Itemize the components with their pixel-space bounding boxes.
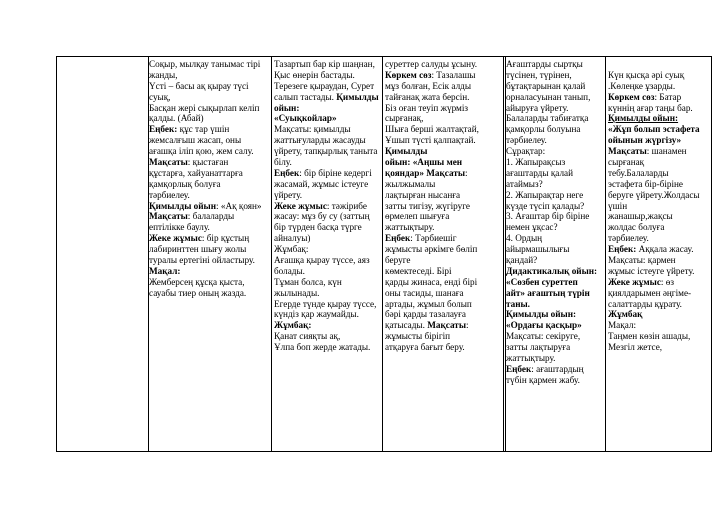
text-line [149,135,270,146]
text-run: Қимылды ойын: [608,113,679,124]
text-line [385,277,502,288]
text-line [385,288,502,299]
text-line [608,222,712,233]
text-run: Мезгіл жетсе, [608,342,663,353]
text-run: Дидактикалық ойын: [506,265,598,276]
text-line [608,342,712,353]
text-run: қалды. (Абай) [149,113,204,124]
text-run: жанашыр,жақсы [608,211,673,222]
text-run: суық, [149,91,171,102]
text-line [608,266,712,277]
text-run: түбін қармен жабу. [506,374,580,385]
text-run: атаймыз? [506,178,543,189]
text-line [506,364,604,375]
text-line [274,168,381,179]
text-run: тебу.Балаларды [608,167,669,178]
text-run: жаттықтыру. [506,353,556,364]
text-line [385,255,502,266]
text-line [149,103,270,114]
text-run: күннің ағар таңы бар. [608,102,693,113]
text-line [274,299,381,310]
text-line [385,342,502,353]
text-run: Мақсаты [427,320,466,331]
text-run: Қимылды [336,91,379,102]
text-run: беруге үйрету.Жолдасы [608,189,700,200]
text-run: Мақал: [149,265,181,276]
text-line [274,255,381,266]
text-run: орналасуынан танып, [506,91,591,102]
column-divider [605,57,606,451]
text-run: тәрбиелеу. [608,233,649,244]
text-run: Таңмен көзін ашады, [608,331,691,342]
text-run: Мақал: [608,320,637,331]
text-run: жасау: мұз бу су (заттың [274,211,370,222]
text-line [274,146,381,157]
text-line [274,81,381,92]
text-line [149,70,270,81]
text-run: : балаларды [187,211,235,222]
text-line [385,299,502,310]
text-run: Жемберсең құсқа қыста, [149,276,245,287]
text-line [506,320,604,331]
text-run: : қыстаған [187,157,229,168]
text-line [506,309,604,320]
text-run: күндіз қар жаумайды. [274,309,359,320]
text-run: айт» ағаштың түрін [506,287,590,298]
text-run: : тәжірибе [326,200,367,211]
text-run: Үсті – басы ақ қырау түсі [149,80,249,91]
text-run: жанды, [149,69,178,80]
text-run: : ағаштардың [531,363,584,374]
text-line [506,353,604,364]
text-run: қандай? [506,255,538,266]
text-run: : [466,320,469,331]
text-line [608,233,712,244]
text-run: : «Ақ қоян» [216,200,262,211]
text-run: жылынады. [274,287,320,298]
text-run: қатысады. [385,320,428,331]
text-line [506,92,604,103]
text-run: Қыс өнерін бастады. [274,69,355,80]
text-run: қамқорлық болуға [149,178,221,189]
text-run: Жұмбақ [608,309,643,320]
text-run: Аққала жасау. [636,244,694,255]
text-line [608,320,712,331]
text-line [385,124,502,135]
text-run: мұз болған, Есік алды [385,80,472,91]
text-line [149,157,270,168]
text-run: құс тар үшін [177,124,230,135]
text-line [274,277,381,288]
text-line [506,201,604,212]
text-run: «Жұп болып эстафета [608,124,700,135]
text-line [385,309,502,320]
text-line [506,288,604,299]
text-line [506,233,604,244]
column-divider [382,57,383,451]
text-run: «Сөзбен суреттеп [506,276,578,287]
text-run: түсінен, түрінен, [506,69,572,80]
text-run: бәрі қарды тазалауға [385,309,466,320]
text-line [149,146,270,157]
text-line [274,266,381,277]
text-line [608,92,712,103]
text-run: болады. [274,265,305,276]
text-line [385,168,502,179]
text-run: артады, жұмыл болып [385,298,472,309]
text-run: жасамай, жұмыс істеуге [274,178,369,189]
text-line [149,255,270,266]
text-line [274,103,381,114]
text-line [608,190,712,201]
text-run: : Тазалашы [431,69,476,80]
text-run: Ағашқа қырау түссе, аяз [274,255,370,266]
text-run: Жеке жұмыс [149,233,202,244]
text-run: айыруға үйрету. [506,102,569,113]
text-line [608,299,712,310]
text-run: Көркем сөз [608,91,655,102]
text-run: Егерде түнде қырау түссе, [274,298,377,309]
text-run: жұмыс істеуге үйрету. [608,265,695,276]
text-run: : бір құстың [201,233,250,244]
text-run: үшін [608,200,628,211]
text-run: Балаларды табиғатқа [506,113,589,124]
text-run: Ағаштарды сыртқы [506,59,583,69]
table-cell [608,59,712,451]
text-run: ағашқа іліп қою, жем салу. [149,146,254,157]
text-run: Қимылды [385,146,428,157]
text-run: жолдас болуға [608,222,665,233]
text-run: жылжымалы [385,178,436,189]
text-line [274,309,381,320]
text-line [274,135,381,146]
column-divider [271,57,272,451]
text-line [608,135,712,146]
text-line [385,146,502,157]
text-run: «Ордағы қасқыр» [506,320,582,331]
text-run: Күн қысқа әрі суық [608,69,685,80]
text-line [608,211,712,222]
text-line [506,211,604,222]
text-line [385,103,502,114]
text-run: сырғанақ [608,157,645,168]
text-line [149,179,270,190]
text-line [385,320,502,331]
text-run: Қанат сияқты ақ, [274,331,341,342]
text-line [274,222,381,233]
text-run: Көркем сөз [385,69,432,80]
text-run: салаттарды құрату. [608,298,682,309]
text-run: Тазартып бар кір шаңнан, [274,59,375,69]
text-line [608,146,712,157]
text-run: Қимылды ойын [149,200,217,211]
text-line [506,179,604,190]
text-run: сауабы тиер оның жазда. [149,287,247,298]
text-run: 4. Ордың [506,233,543,244]
text-run: : бір біріне кедергі [299,167,372,178]
text-line [385,222,502,233]
text-run: тайғанақ жата берсін. [385,91,470,102]
text-run: ойын: «Аңшы мен [385,157,463,168]
text-run: қояндар» Мақсаты [385,167,466,178]
text-run: Мақсаты [149,157,188,168]
text-run: Мақсаты [149,211,188,222]
text-run: Еңбек: [149,124,178,135]
text-line [385,244,502,255]
text-line [149,124,270,135]
text-line [274,179,381,190]
text-line [608,168,712,179]
text-run: көмектеседі. Бірі [385,265,452,276]
text-run: Жұмбақ: [274,244,309,255]
text-run: .Көлеңке ұзарды. [608,80,676,91]
text-line [506,342,604,353]
text-line [506,113,604,124]
text-run: айналуы) [274,233,311,244]
text-line [385,190,502,201]
text-run: Жеке жұмыс [608,276,661,287]
table-cell [274,59,381,451]
text-run: тәрбиелеу. [149,189,190,200]
text-line [506,277,604,288]
text-line [608,113,712,124]
text-line [274,113,381,124]
text-line [608,277,712,288]
text-run: үйрету. [274,189,303,200]
text-run: Мақсаты: қармен [608,255,676,266]
text-run: 1. Жапырақсыз [506,157,566,168]
text-run: жұмысты бірігіп [385,331,451,342]
text-run: оны тасиды, шанаға [385,287,464,298]
text-run: Ұлпа боп жерде жатады. [274,342,371,353]
text-line [149,168,270,179]
text-line [608,103,712,114]
text-line [149,92,270,103]
text-run: жемсалғыш жасап, оны [149,135,242,146]
text-run: Еңбек: [608,244,637,255]
text-run: : шанамен [646,146,687,157]
text-run: немен ұқсас? [506,222,558,233]
text-run: Еңбек [506,363,532,374]
text-line [608,244,712,255]
text-line [608,288,712,299]
text-line [385,135,502,146]
text-run: затты лақтыруға [506,342,571,353]
text-line [506,375,604,386]
text-line [274,211,381,222]
text-run: Мақсаты [608,146,647,157]
text-line [274,233,381,244]
text-run: бір түрден басқа түрге [274,222,362,233]
text-run: Жеке жұмыс [274,200,327,211]
text-run: Ұшып түсті қалпақтай. [385,135,476,146]
text-run: айырмашылығы [506,244,570,255]
text-line [506,168,604,179]
text-run: беруге [385,255,411,266]
text-run: Шыға берші жалтақтай, [385,124,479,135]
text-line [274,320,381,331]
text-line [608,59,712,70]
text-line [149,211,270,222]
text-line [506,103,604,114]
text-line [149,288,270,299]
table-cell [385,59,502,451]
text-line [506,222,604,233]
text-line [608,255,712,266]
text-run: Біз оған теуіп жүрміз [385,102,469,113]
text-line [506,255,604,266]
text-line [149,222,270,233]
text-run: лақтырған нысанға [385,189,461,200]
text-run: Еңбек [274,167,300,178]
text-line [274,70,381,81]
text-run: ойын: [274,102,300,113]
text-line [385,70,502,81]
text-run: лабиринттен шығу жолы [149,244,247,255]
text-run: затты тигізу, жүгіруге [385,200,470,211]
text-run: таны. [506,298,530,309]
text-run: Соқыр, мылқау танымас тірі [149,59,261,69]
text-run: өрмелеп шығуға [385,211,450,222]
text-line [608,70,712,81]
text-run: қарды жинаса, енді бірі [385,276,478,287]
text-line [608,179,712,190]
text-line [385,113,502,124]
text-run: сырғанақ, [385,113,424,124]
text-line [149,266,270,277]
table-cell [149,59,270,451]
text-run: 2. Жапырақтар неге [506,189,584,200]
text-line [506,146,604,157]
text-run: тәрбиелеу. [506,135,547,146]
text-run: : [465,167,468,178]
text-line [149,81,270,92]
text-run: үйрету, тапқырлық таныта [274,146,378,157]
text-line [385,331,502,342]
text-line [506,124,604,135]
text-line [274,244,381,255]
text-line [274,288,381,299]
text-run: Мақсаты: қимылды [274,124,351,135]
text-run: Сұрақтар: [506,146,546,157]
text-run: жаттықтыру. [385,222,435,233]
text-run: ептілікке баулу. [149,222,210,233]
text-line [608,201,712,212]
text-run: Мақсаты: секіруге, [506,331,581,342]
text-line [274,157,381,168]
text-line [274,201,381,212]
text-run: ағаштарды қалай [506,167,574,178]
text-line [608,157,712,168]
text-line [274,59,381,70]
text-line [149,59,270,70]
text-run: білу. [274,157,292,168]
text-run: құстарға, хайуанаттарға [149,167,243,178]
text-line [385,81,502,92]
text-line [608,124,712,135]
text-run: Басқан жері сықырлап келіп [149,102,260,113]
text-line [506,244,604,255]
text-run: атқаруға бағыт беру. [385,342,465,353]
text-run: Еңбек [385,233,411,244]
text-line [506,266,604,277]
text-line [149,190,270,201]
text-run: ойынын жүргізу» [608,135,682,146]
text-line [385,92,502,103]
text-line [274,124,381,135]
text-line [506,70,604,81]
text-line [149,201,270,212]
text-line [385,59,502,70]
text-line [385,233,502,244]
text-run: «Суықкойлар» [274,113,337,124]
text-line [274,92,381,103]
text-line [149,233,270,244]
text-line [385,179,502,190]
text-run: : өз [660,276,674,287]
text-run: күзде түсіп қалады? [506,200,585,211]
text-run: туралы ертегіні ойластыру. [149,255,255,266]
text-run: жұмысты әркімге бөліп [385,244,478,255]
text-run: 3. Ағаштар бір біріне [506,211,590,222]
text-line [274,342,381,353]
text-run: қиялдарымен әңгіме- [608,287,692,298]
text-run: қамқорлы болуына [506,124,581,135]
text-line [608,81,712,92]
text-run: суреттер салуды ұсыну. [385,59,478,69]
text-line [506,59,604,70]
text-line [608,309,712,320]
text-run: : Батар [654,91,682,102]
text-line [506,331,604,342]
text-run: эстафета бір-біріне [608,178,684,189]
text-line [385,211,502,222]
text-line [274,190,381,201]
text-line [149,113,270,124]
text-line [506,299,604,310]
text-line [385,157,502,168]
table-cell [506,59,604,451]
schedule-table [56,56,712,452]
text-run: салып тастады. [274,91,337,102]
text-line [608,331,712,342]
text-run: Жұмбақ: [274,320,312,331]
text-run: жаттығуларды жасауды [274,135,366,146]
text-line [149,244,270,255]
text-line [506,157,604,168]
text-line [506,135,604,146]
text-line [506,81,604,92]
text-line [385,266,502,277]
text-line [385,201,502,212]
text-run: : Тәрбиешіг [410,233,457,244]
text-run: Қимылды ойын: [506,309,577,320]
text-line [149,277,270,288]
text-line [506,190,604,201]
text-run: бұтақтарынан қалай [506,80,586,91]
text-line [274,331,381,342]
text-run: Терезеге қыраудан, Сурет [274,80,375,91]
text-run: Тұман болса, күн [274,276,342,287]
